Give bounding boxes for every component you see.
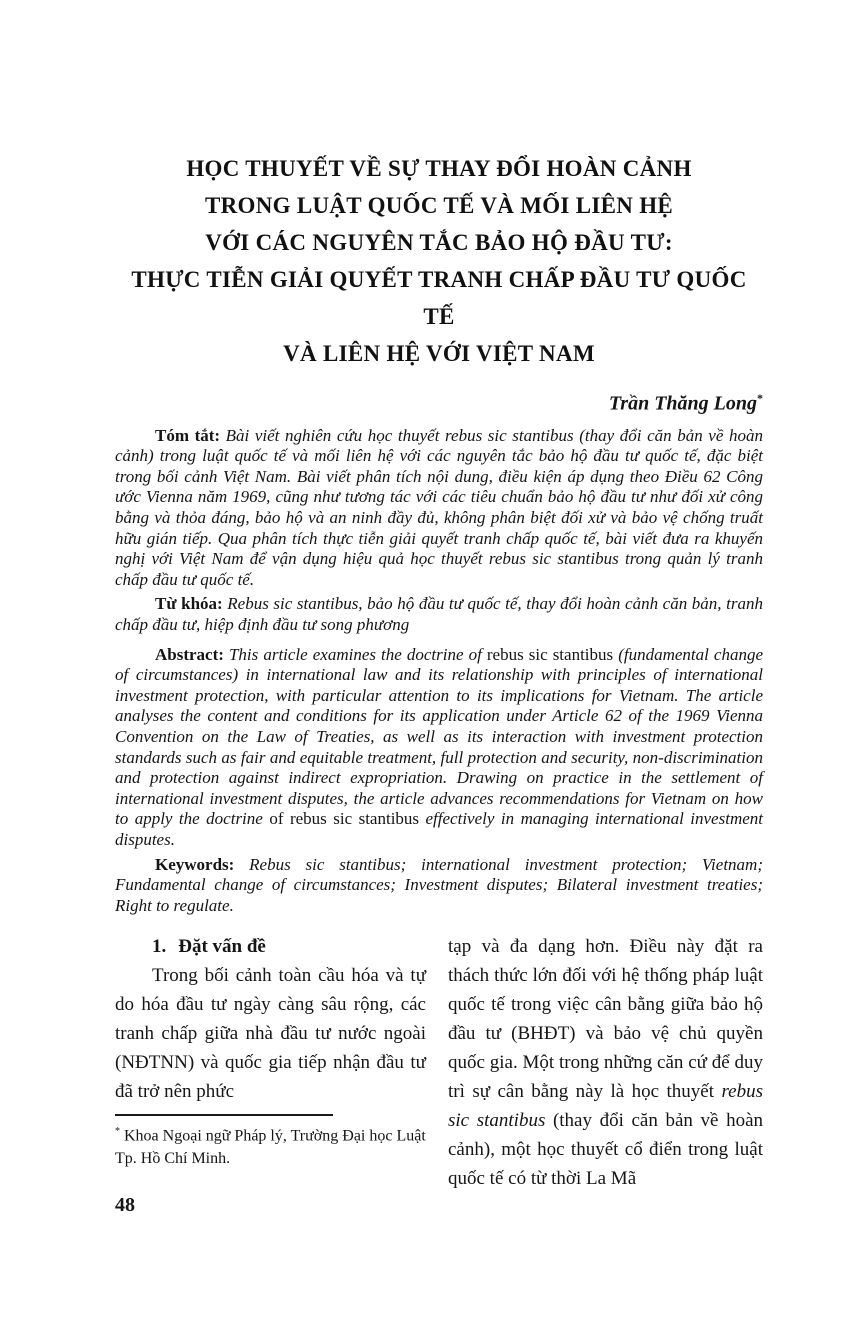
section-1-number: 1.	[152, 936, 167, 958]
abstract-en-label: Abstract:	[155, 644, 224, 664]
section-1-heading	[115, 932, 426, 961]
article-title	[115, 150, 763, 372]
abstract-vi-label: Tóm tắt:	[155, 425, 221, 445]
author-name: Trần Thăng Long	[608, 392, 757, 415]
title-line-3: VỚI CÁC NGUYÊN TẮC BẢO HỘ ĐẦU TƯ:	[205, 230, 673, 255]
author-line	[115, 386, 763, 417]
keywords-en-label: Keywords:	[155, 854, 235, 874]
abstract-vietnamese	[115, 426, 763, 591]
abstract-english	[115, 645, 763, 851]
page-content	[115, 150, 763, 1217]
keywords-english	[115, 855, 763, 917]
title-line-1: HỌC THUYẾT VỀ SỰ THAY ĐỔI HOÀN CẢNH	[186, 156, 692, 181]
right-column	[448, 932, 763, 1216]
left-column	[115, 932, 426, 1216]
keywords-vi-text: Rebus sic stantibus, bảo hộ đầu tư quốc tế, thay đổi hoàn cảnh căn bản, tranh chấp đầu tư, hiệp định đầu tư song phương	[115, 594, 763, 634]
footnote-text: Khoa Ngoại ngữ Pháp lý, Trường Đại học Luật Tp. Hồ Chí Minh.	[115, 1127, 426, 1167]
section-1-title: Đặt vấn đề	[178, 936, 266, 958]
right-column-paragraph: tạp và đa dạng hơn. Điều này đặt ra thách thức lớn đối với hệ thống pháp luật quốc tế trong việc cân bằng giữa bảo hộ đầu tư (BHĐT) và bảo vệ chủ quyền quốc gia. Một trong những căn cứ để duy trì sự cân bằng này là học thuyết rebus sic stantibus (thay đổi căn bản về hoàn cảnh), một học thuyết cổ điển trong luật quốc tế có từ thời La Mã	[448, 936, 763, 1190]
left-column-paragraph: Trong bối cảnh toàn cầu hóa và tự do hóa đầu tư ngày càng sâu rộng, các tranh chấp giữa nhà đầu tư nước ngoài (NĐTNN) và quốc gia tiếp nhận đầu tư đã trở nên phức	[115, 965, 426, 1103]
keywords-vi-label: Từ khóa:	[155, 594, 223, 614]
page-number: 48	[115, 1193, 135, 1216]
abstract-vi-text: Bài viết nghiên cứu học thuyết rebus sic stantibus (thay đổi căn bản về hoàn cảnh) trong luật quốc tế và mối liên hệ với các nguyên tắc bảo hộ đầu tư quốc tế, đặc biệt trong bối cảnh Việt Nam. Bài viết phân tích nội dung, điều kiện áp dụng theo Điều 62 Công ước Vienna năm 1969, cũng như tương tác với các tiêu chuẩn bảo hộ đầu tư như đối xử công bằng và thỏa đáng, bảo hộ và an ninh đầy đủ, không phân biệt đối xử và bảo vệ chống truất hữu gián tiếp. Qua phân tích thực tiễn giải quyết tranh chấp quốc tế, bài viết đưa ra khuyến nghị với Việt Nam để vận dụng hiệu quả học thuyết rebus sic stantibus trong quản lý tranh chấp đầu tư quốc tế.	[115, 425, 763, 589]
two-column-body	[115, 932, 763, 1216]
author-footnote-marker: *	[757, 391, 763, 405]
title-line-4: THỰC TIỄN GIẢI QUYẾT TRANH CHẤP ĐẦU TƯ QUỐC TẾ	[131, 267, 747, 329]
keywords-en-text: Rebus sic stantibus; international investment protection; Vietnam; Fundamental change of circumstances; Investment disputes; Bilateral investment treaties; Right to regulate.	[115, 854, 763, 915]
abstract-en-text: This article examines the doctrine of rebus sic stantibus (fundamental change of circumstances) in international law and its relationship with principles of international investment protection, with particular attention to its implications for Vietnam. The article analyses the content and conditions for its application under Article 62 of the 1969 Vienna Convention on the Law of Treaties, as well as its interaction with investment protection standards such as fair and equitable treatment, full protection and security, non-discrimination and protection against indirect expropriation. Drawing on practice in the settlement of international investment disputes, the article advances recommendations for Vietnam on how to apply the doctrine of rebus sic stantibus effectively in managing international investment disputes.	[115, 644, 763, 849]
footnote-marker: *	[115, 1126, 120, 1138]
keywords-vietnamese	[115, 594, 763, 635]
document-page	[0, 150, 844, 1343]
title-line-5: VÀ LIÊN HỆ VỚI VIỆT NAM	[283, 341, 595, 366]
footnote-separator	[115, 1114, 333, 1116]
footnote	[115, 1121, 426, 1169]
title-line-2: TRONG LUẬT QUỐC TẾ VÀ MỐI LIÊN HỆ	[204, 193, 674, 218]
